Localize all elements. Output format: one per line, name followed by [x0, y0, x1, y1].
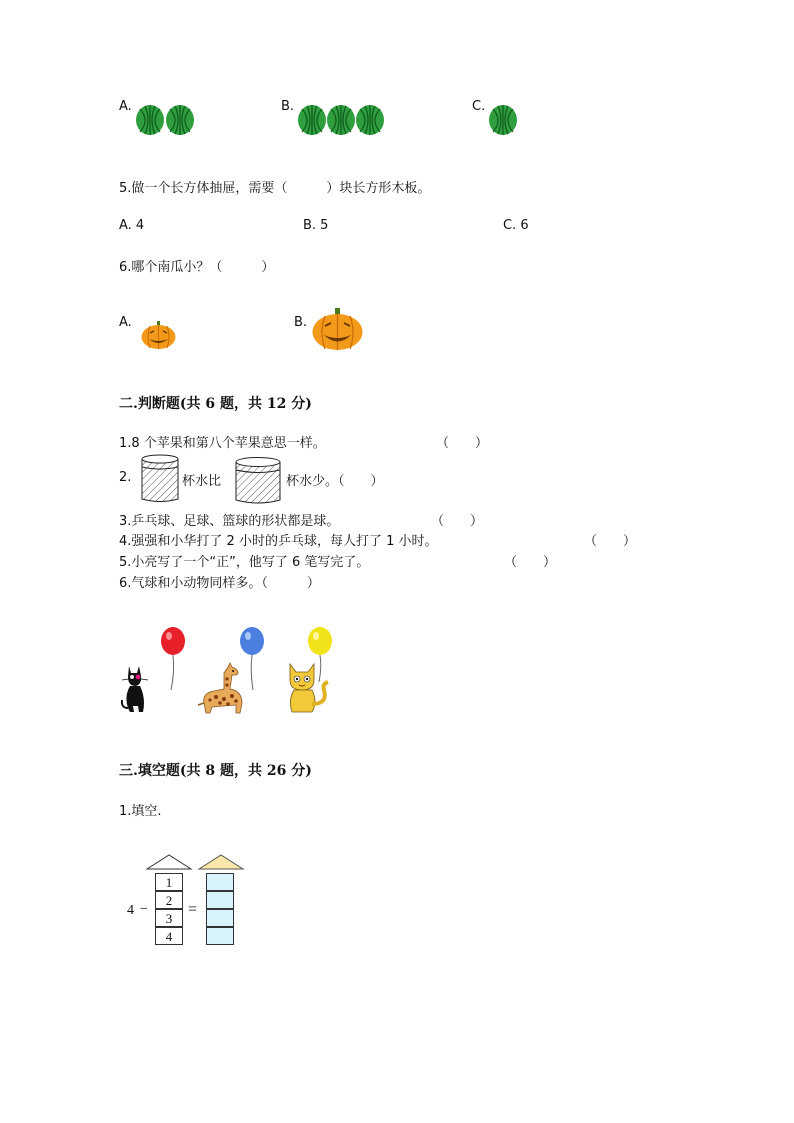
answer-box[interactable] [206, 891, 234, 909]
judge-item-3: 3.乒乓球、足球、篮球的形状都是球。 [119, 514, 340, 529]
section-3-title: 三.填空题(共 8 题，共 26 分) [119, 763, 312, 779]
fill-q1-text: 1.填空. [119, 804, 162, 819]
giraffe-icon [196, 663, 248, 715]
q5-option-b: B. 5 [303, 218, 329, 233]
stack-cell: 4 [155, 927, 183, 945]
watermelon-icon-a2 [165, 103, 195, 136]
answer-box[interactable] [206, 873, 234, 891]
q5-option-a: A. 4 [119, 218, 145, 233]
watermelon-icon-b3 [355, 103, 385, 136]
q6-text: 6.哪个南瓜小？（ ） [119, 260, 275, 275]
large-cup-icon [234, 456, 282, 506]
section-2-title: 二.判断题(共 6 题，共 12 分) [119, 396, 312, 412]
answer-box[interactable] [206, 927, 234, 945]
small-cup-icon [140, 453, 180, 503]
large-pumpkin-icon [312, 308, 363, 350]
q6-option-b-label: B. [294, 315, 308, 330]
answer-box[interactable] [206, 909, 234, 927]
red-balloon-icon [160, 627, 188, 691]
minus-sign: − [140, 902, 148, 917]
q4-option-a-label: A. [119, 99, 132, 114]
watermelon-icon-c1 [488, 103, 518, 136]
small-pumpkin-icon [141, 321, 176, 349]
q5-option-c: C. 6 [503, 218, 529, 233]
white-roof-icon [146, 854, 192, 870]
judge-item-3-paren: （ ） [431, 514, 484, 529]
judge-item-6: 6.气球和小动物同样多。（ ） [119, 576, 320, 591]
q4-option-b-label: B. [281, 99, 295, 114]
judge-item-2-prefix: 2. [119, 470, 132, 485]
watermelon-icon-b1 [297, 103, 327, 136]
q4-option-c-label: C. [472, 99, 486, 114]
yellow-cat-icon [284, 660, 334, 715]
judge-item-2-end: 杯水少。（ ） [286, 474, 384, 489]
yellow-roof-icon [198, 854, 244, 870]
judge-item-1-paren: （ ） [436, 436, 489, 451]
equals-sign: = [188, 901, 198, 918]
minuend: 4 [127, 903, 134, 918]
q5-text: 5.做一个长方体抽屉，需要（ ）块长方形木板。 [119, 181, 431, 196]
judge-item-4: 4.强强和小华打了 2 小时的乒乓球，每人打了 1 小时。 [119, 534, 438, 549]
q6-option-a-label: A. [119, 315, 132, 330]
watermelon-icon-b2 [326, 103, 356, 136]
watermelon-icon-a1 [135, 103, 165, 136]
judge-item-4-paren: （ ） [584, 534, 637, 549]
judge-item-5: 5.小亮写了一个“正”，他写了 6 笔写完了。 [119, 555, 370, 570]
judge-item-2-mid: 杯水比 [182, 474, 222, 489]
judge-item-1: 1.8 个苹果和第八个苹果意思一样。 [119, 436, 326, 451]
judge-item-5-paren: （ ） [504, 555, 557, 570]
stack-cell: 1 [155, 873, 183, 891]
black-cat-icon [120, 662, 154, 714]
stack-cell: 2 [155, 891, 183, 909]
stack-cell: 3 [155, 909, 183, 927]
